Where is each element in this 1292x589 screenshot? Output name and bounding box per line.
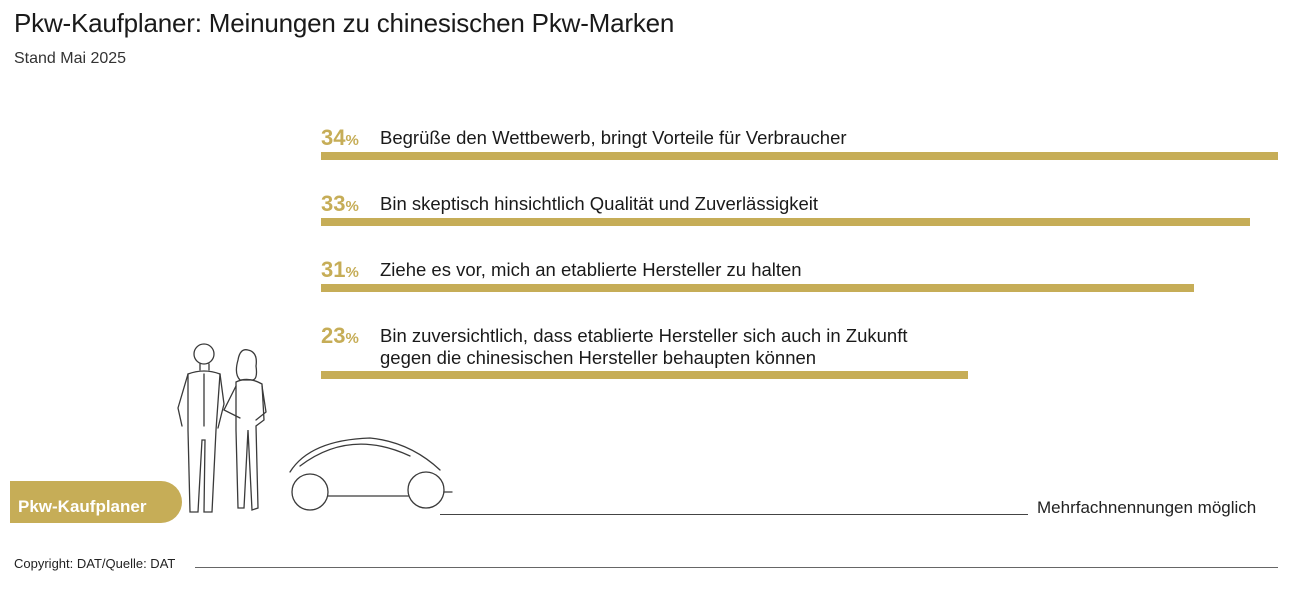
percent-sign: %	[345, 330, 359, 347]
bar-category-label	[380, 127, 847, 149]
bar-category-label-line: gegen die chinesischen Hersteller behaupten können	[380, 347, 817, 368]
kaufplaner-badge-label: Pkw-Kaufplaner	[18, 497, 147, 516]
bar-value-number: 31	[321, 257, 346, 282]
bar	[321, 218, 1250, 226]
bar-category-label-line: Bin zuversichtlich, dass etablierte Hersteller sich auch in Zukunft	[380, 325, 908, 346]
bar-category-label-line: Bin skeptisch hinsichtlich Qualität und Zuverlässigkeit	[380, 193, 819, 214]
bar-value-label	[321, 191, 359, 217]
bar-category-label-line: Begrüße den Wettbewerb, bringt Vorteile für Verbraucher	[380, 127, 847, 148]
bar-category-label-line: Ziehe es vor, mich an etablierte Hersteller zu halten	[380, 259, 802, 280]
percent-sign: %	[345, 264, 359, 281]
percent-sign: %	[345, 198, 359, 215]
chart-subtitle: Stand Mai 2025	[14, 50, 127, 67]
chart-title: Pkw-Kaufplaner: Meinungen zu chinesischen Pkw-Marken	[14, 8, 675, 38]
bar-value-number: 34	[321, 125, 346, 150]
bar-value-label	[321, 257, 359, 283]
people-and-car-line-drawing-icon	[160, 330, 460, 520]
copyright-text: Copyright: DAT/Quelle: DAT	[14, 556, 176, 571]
bar-value-number: 23	[321, 323, 346, 348]
bar-value-label	[321, 125, 359, 151]
baseline-divider	[440, 514, 1028, 515]
bar-category-label	[380, 259, 802, 281]
bar-category-label	[380, 193, 818, 215]
bar	[321, 152, 1278, 160]
multiple-answers-note: Mehrfachnennungen möglich	[1037, 498, 1257, 517]
percent-sign: %	[345, 132, 359, 149]
footer-divider	[195, 567, 1278, 568]
bar	[321, 284, 1194, 292]
bar-value-number: 33	[321, 191, 346, 216]
